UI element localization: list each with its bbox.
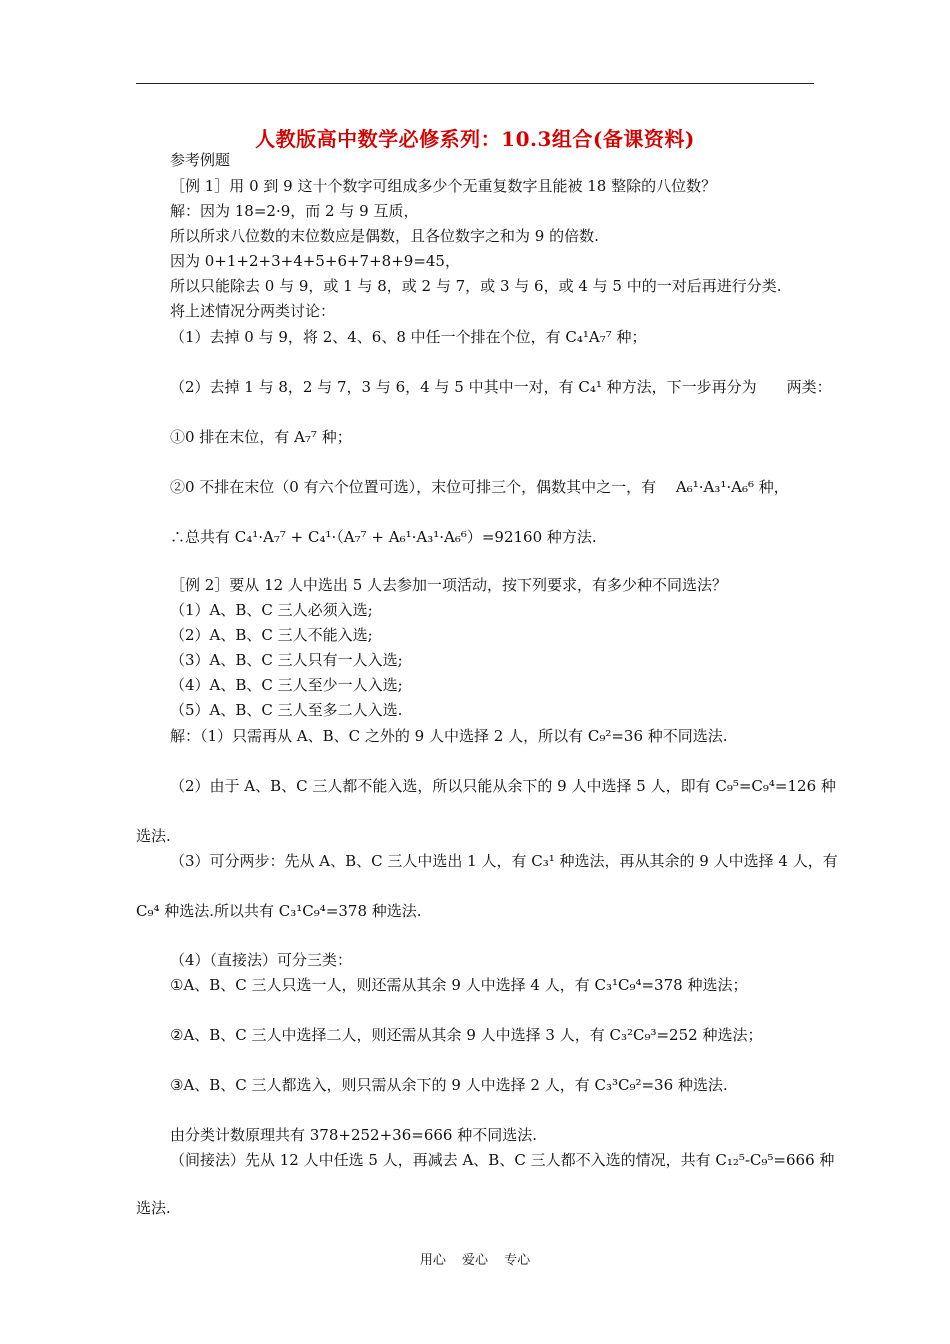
header-rule: [136, 83, 814, 84]
footer-item: 爱心: [461, 1253, 488, 1268]
text-line: ①0 排在末位，有 A₇⁷ 种；: [170, 428, 352, 446]
text-line: ①A、B、C 三人只选一人，则还需从其余 9 人中选择 4 人，有 C₃¹C₉⁴=378 种选法；: [170, 976, 748, 994]
text-line: 因为 0+1+2+3+4+5+6+7+8+9=45，: [170, 252, 460, 270]
text-line: （2）A、B、C 三人不能入选;: [170, 626, 373, 644]
text-line: 由分类计数原理共有 378+252+36=666 种不同选法.: [170, 1126, 537, 1144]
text-line: （1）去掉 0 与 9，将 2、4、6、8 中任一个排在个位，有 C₄¹A₇⁷ 种；: [170, 328, 647, 346]
text-line: （2）由于 A、B、C 三人都不能入选，所以只能从余下的 9 人中选择 5 人，即有 C₉⁵=C₉⁴=126 种: [170, 777, 836, 795]
text-line: ②0 不排在末位（0 有六个位置可选），末位可排三个，偶数其中之一，有 A₆¹·A₃¹·A₆⁶ 种，: [170, 478, 789, 496]
text-line: 解：因为 18=2·9，而 2 与 9 互质，: [170, 202, 419, 220]
text-line: （4）（直接法）可分三类：: [170, 951, 353, 969]
text-line: 参考例题: [170, 151, 231, 169]
text-line: 所以所求八位数的末位数应是偶数，且各位数字之和为 9 的倍数.: [170, 227, 599, 245]
text-line: （5）A、B、C 三人至多二人入选.: [170, 701, 403, 719]
page-title: 人教版高中数学必修系列：10.3组合(备课资料): [255, 127, 695, 151]
text-line: （3）A、B、C 三人只有一人入选;: [170, 651, 403, 669]
text-line: ［例 1］用 0 到 9 这十个数字可组成多少个无重复数字且能被 18 整除的八位数？: [170, 177, 717, 195]
text-line: 选法.: [136, 1199, 171, 1217]
text-line: （2）去掉 1 与 8，2 与 7，3 与 6，4 与 5 中其中一对，有 C₄¹ 种方法，下一步再分为 两类：: [170, 378, 832, 396]
text-line: （间接法）先从 12 人中任选 5 人，再减去 A、B、C 三人都不入选的情况，共有 C₁₂⁵-C₉⁵=666 种: [170, 1151, 835, 1169]
text-line: C₉⁴ 种选法.所以共有 C₃¹C₉⁴=378 种选法.: [136, 902, 422, 920]
text-line: 将上述情况分两类讨论：: [170, 302, 336, 320]
text-line: 选法.: [136, 827, 171, 845]
footer-item: 专心: [504, 1253, 531, 1268]
text-line: ②A、B、C 三人中选择二人，则还需从其余 9 人中选择 3 人，有 C₃²C₉³=252 种选法；: [170, 1026, 763, 1044]
text-line: 所以只能除去 0 与 9，或 1 与 8，或 2 与 7，或 3 与 6，或 4 与 5 中的一对后再进行分类.: [170, 277, 782, 295]
text-line: （3）可分两步：先从 A、B、C 三人中选出 1 人，有 C₃¹ 种选法，再从其余的 9 人中选择 4 人，有: [170, 852, 838, 870]
text-line: ∴总共有 C₄¹·A₇⁷ + C₄¹·（A₇⁷ + A₆¹·A₃¹·A₆⁶）=92160 种方法.: [170, 528, 597, 546]
text-line: ［例 2］要从 12 人中选出 5 人去参加一项活动，按下列要求，有多少种不同选法？: [170, 576, 728, 594]
text-line: （4）A、B、C 三人至少一人入选;: [170, 676, 403, 694]
text-line: （1）A、B、C 三人必须入选;: [170, 601, 373, 619]
text-line: 解：（1）只需再从 A、B、C 之外的 9 人中选择 2 人，所以有 C₉²=36 种不同选法.: [170, 727, 728, 745]
footer-item: 用心: [419, 1253, 446, 1268]
page-footer: [0, 1249, 950, 1268]
text-line: ③A、B、C 三人都选入，则只需从余下的 9 人中选择 2 人，有 C₃³C₉²=36 种选法.: [170, 1076, 728, 1094]
